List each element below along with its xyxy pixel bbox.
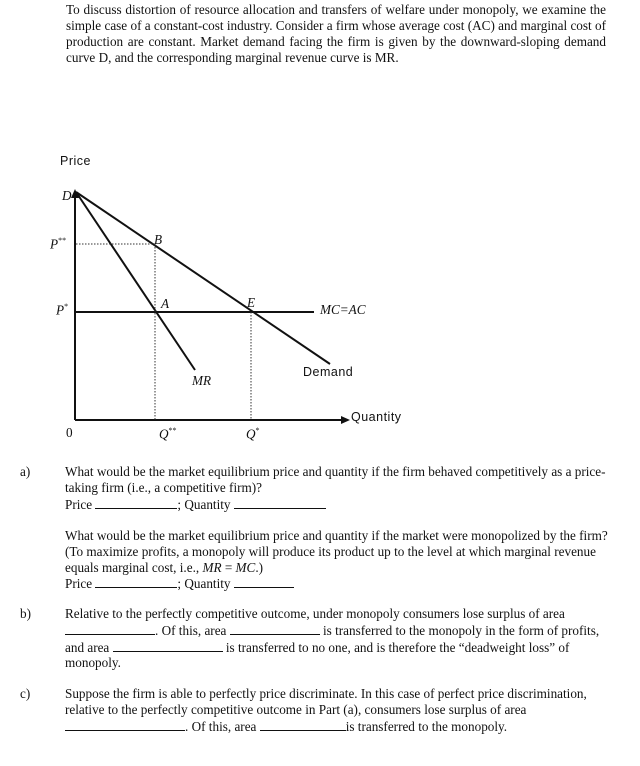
quantity-blank-competitive[interactable] [234, 496, 326, 509]
p-star-star-label: P** [50, 236, 67, 252]
consumer-surplus-loss-blank[interactable] [65, 622, 155, 635]
price-blank-monopoly[interactable] [95, 575, 177, 588]
question-b-text: Relative to the perfectly competitive outcome, under monopoly consumers lose surplus of area . Of this, area is transferred to the monopoly in the form of profits, and area is transferred to no one, and is therefore the “deadweight loss” of monopoly. [65, 606, 600, 671]
point-e-label: E [247, 295, 256, 310]
point-a-label: A [161, 296, 170, 311]
question-b [65, 606, 610, 671]
mr-label: MR [192, 373, 212, 388]
p-star-label: P* [56, 302, 69, 318]
question-a-part2-text: What would be the market equilibrium price and quantity if the market were monopolized by the firm? (To maximize profits, a monopoly will produce its product up to the level at which marginal revenue equals marginal cost, i.e., MR = MC.) [65, 528, 608, 575]
mc-ac-label: MC=AC [320, 302, 366, 317]
demand-label: Demand [303, 365, 354, 379]
question-a-part2 [65, 528, 610, 592]
monopoly-profit-area-blank[interactable] [230, 622, 320, 635]
price-discrimination-loss-blank[interactable] [65, 718, 185, 731]
q-star-star-label: Q** [159, 426, 177, 442]
question-c-text: Suppose the firm is able to perfectly price discriminate. In this case of perfect price discrimination, relative to the perfectly competitive outcome in Part (a), consumers lose surplus of area . Of this, area is transferred to the monopoly. [65, 686, 587, 734]
question-a [65, 464, 610, 512]
question-a-part1-answer: Price ; Quantity [65, 496, 610, 513]
q-star-label: Q* [246, 426, 260, 442]
demand-curve [76, 192, 330, 364]
intro-text: To discuss distortion of resource allocation and transfers of welfare under monopoly, we examine the simple case of a constant-cost industry. Consider a firm whose average cost (AC) and marginal cost of production are constant. Market demand facing the firm is given by the downward-sloping demand curve D, and the corresponding marginal revenue curve is MR. [66, 2, 606, 65]
price-discrimination-transfer-blank[interactable] [260, 718, 346, 731]
question-a-part1-text: What would be the market equilibrium price and quantity if the firm behaved competitively as a price-taking firm (i.e., a competitive firm)? [65, 464, 606, 495]
quantity-blank-monopoly[interactable] [234, 575, 294, 588]
price-blank-competitive[interactable] [95, 496, 177, 509]
question-a-part2-answer: Price ; Quantity [65, 575, 610, 592]
deadweight-loss-area-blank[interactable] [113, 639, 223, 652]
x-axis-label: Quantity [351, 410, 402, 424]
point-b-label: B [154, 232, 163, 247]
x-axis-arrow [341, 416, 350, 424]
d-label: D [62, 188, 72, 203]
question-c [65, 686, 610, 734]
question-c-letter: c) [20, 686, 31, 701]
question-b-letter: b) [20, 606, 31, 621]
mr-curve [76, 192, 195, 370]
y-axis-label: Price [60, 154, 91, 168]
origin-label: 0 [66, 425, 73, 440]
question-a-letter: a) [20, 464, 31, 479]
